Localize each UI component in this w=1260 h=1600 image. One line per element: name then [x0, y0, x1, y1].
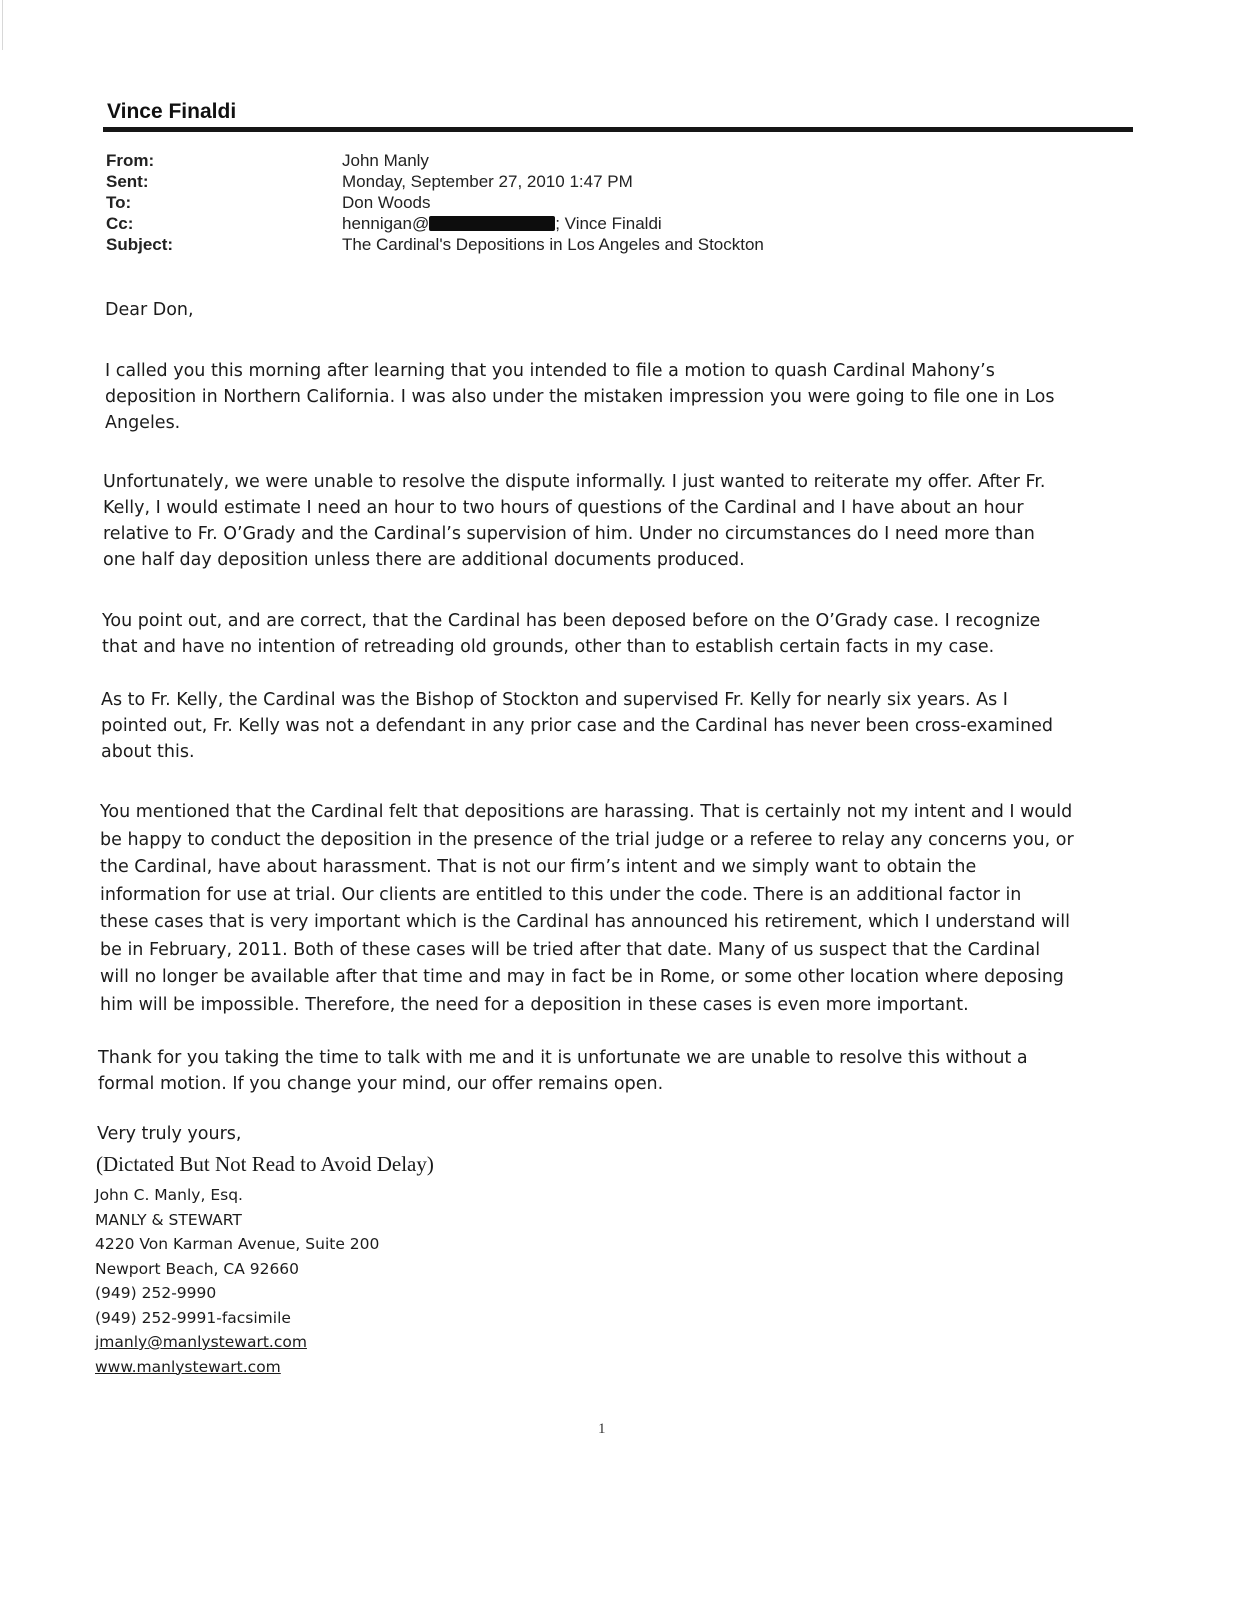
paragraph-line: will no longer be available after that time and may in fact be in Rome, or some other location where deposing	[100, 967, 1064, 987]
from-label: From:	[106, 151, 155, 170]
firm-name: MANLY & STEWART	[95, 1210, 242, 1229]
paragraph-line: deposition in Northern California. I was also under the mistaken impression you were going to file one in Los	[105, 387, 1055, 407]
greeting: Dear Don,	[105, 300, 194, 320]
address-line-2: Newport Beach, CA 92660	[95, 1259, 300, 1278]
closing: Very truly yours,	[97, 1124, 242, 1144]
paragraph-line: relative to Fr. O’Grady and the Cardinal’s supervision of him. Under no circumstances do I need more than	[103, 524, 1035, 544]
signature-block	[95, 1183, 379, 1379]
paragraph-6	[98, 1045, 1028, 1097]
page-number: 1	[598, 1421, 606, 1437]
paragraph-line: him will be impossible. Therefore, the need for a deposition in these cases is even more important.	[100, 994, 969, 1015]
dictated-note: (Dictated But Not Read to Avoid Delay)	[96, 1152, 434, 1176]
paragraph-line: Thank for you taking the time to talk with me and it is unfortunate we are unable to resolve this without a	[98, 1048, 1028, 1068]
paragraph-line: I called you this morning after learning that you intended to file a motion to quash Cardinal Mahony’s	[105, 361, 995, 381]
from-value: John Manly	[342, 151, 429, 170]
paragraph-line: be happy to conduct the deposition in the presence of the trial judge or a referee to relay any concerns you, or	[100, 829, 1074, 850]
cc-row	[106, 213, 764, 234]
paragraph-line: these cases that is very important which is the Cardinal has announced his retirement, which I understand will	[100, 912, 1071, 932]
from-row	[106, 150, 764, 171]
paragraph-line: about this.	[101, 742, 195, 762]
paragraph-line: formal motion. If you change your mind, our offer remains open.	[98, 1074, 664, 1094]
website-link[interactable]: www.manlystewart.com	[95, 1357, 281, 1376]
mailbox-owner-name: Vince Finaldi	[107, 100, 237, 123]
paragraph-line: pointed out, Fr. Kelly was not a defendant in any prior case and the Cardinal has never been cross-examined	[101, 716, 1053, 736]
paragraph-line: Angeles.	[105, 413, 181, 433]
paragraph-line: Unfortunately, we were unable to resolve the dispute informally. I just wanted to reiterate my offer. After Fr.	[103, 472, 1046, 492]
paragraph-line: be in February, 2011. Both of these cases will be tried after that date. Many of us suspect that the Cardinal	[100, 939, 1041, 960]
sent-label: Sent:	[106, 172, 149, 191]
fax-number: (949) 252-9991-facsimile	[95, 1308, 291, 1327]
paragraph-line: You mentioned that the Cardinal felt that depositions are harassing. That is certainly not my intent and I would	[100, 802, 1073, 822]
subject-row	[106, 234, 764, 255]
paragraph-5	[100, 799, 1074, 1019]
cc-label: Cc:	[106, 214, 134, 233]
redaction-block	[429, 216, 555, 231]
email-headers	[106, 150, 764, 255]
subject-value: The Cardinal's Depositions in Los Angeles and Stockton	[342, 235, 764, 254]
cc-value	[342, 213, 662, 234]
address-line-1: 4220 Von Karman Avenue, Suite 200	[95, 1235, 380, 1253]
subject-label: Subject:	[106, 235, 174, 254]
paragraph-3	[102, 608, 1040, 660]
header-divider	[103, 127, 1133, 132]
paragraph-line: that and have no intention of retreading old grounds, other than to establish certain facts in my case.	[102, 637, 995, 657]
paragraph-line: As to Fr. Kelly, the Cardinal was the Bishop of Stockton and supervised Fr. Kelly for nearly six years. As I	[101, 690, 1008, 710]
paragraph-line: information for use at trial. Our clients are entitled to this under the code. There is an additional factor in	[100, 884, 1022, 905]
paragraph-4	[101, 687, 1053, 765]
to-value: Don Woods	[342, 193, 431, 212]
signer-name: John C. Manly, Esq.	[95, 1186, 243, 1204]
paragraph-line: one half day deposition unless there are additional documents produced.	[103, 550, 745, 570]
paragraph-line: Kelly, I would estimate I need an hour to two hours of questions of the Cardinal and I have about an hour	[103, 498, 1024, 518]
cc-prefix: hennigan@	[342, 214, 430, 233]
sent-row	[106, 171, 764, 192]
sent-value: Monday, September 27, 2010 1:47 PM	[342, 172, 633, 191]
scan-edge-mark	[2, 0, 3, 50]
paragraph-line: the Cardinal, have about harassment. That is not our firm’s intent and we simply want to obtain the	[100, 857, 977, 877]
to-label: To:	[106, 193, 132, 212]
to-row	[106, 192, 764, 213]
email-link[interactable]: jmanly@manlystewart.com	[95, 1333, 307, 1351]
paragraph-2	[103, 469, 1046, 573]
paragraph-line: You point out, and are correct, that the Cardinal has been deposed before on the O’Grady case. I recognize	[102, 611, 1041, 631]
phone-number: (949) 252-9990	[95, 1284, 217, 1302]
cc-suffix: ; Vince Finaldi	[555, 214, 662, 233]
paragraph-1	[105, 358, 1055, 436]
